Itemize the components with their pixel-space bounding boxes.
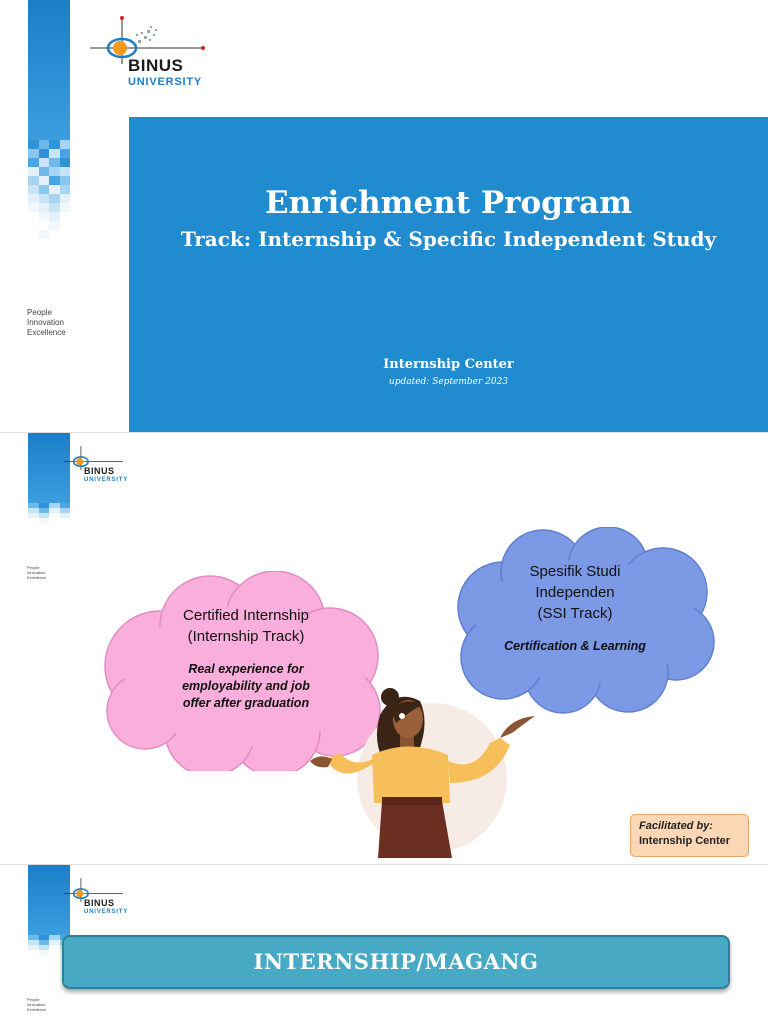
tagline-people: People — [27, 565, 40, 570]
slide-main-title: Enrichment Program — [264, 185, 633, 221]
slide-tracks — [0, 432, 768, 864]
binus-logo — [62, 877, 132, 917]
tagline-innovation: Innovation — [27, 570, 46, 575]
mosaic-pattern — [28, 503, 70, 523]
facilitated-label: Facilitated by: — [639, 820, 713, 832]
tagline-people: People — [27, 997, 40, 1002]
binus-logo — [88, 16, 218, 92]
brand-name: BINUS — [128, 56, 184, 75]
tagline — [27, 997, 46, 1012]
brand-subname: UNIVERSITY — [84, 477, 129, 483]
title-box — [129, 117, 768, 432]
brand-subname: UNIVERSITY — [84, 909, 129, 915]
slide-subtitle: Track: Internship & Specific Independent Study — [180, 227, 717, 251]
tagline-people: People — [27, 308, 52, 317]
facilitated-value: Internship Center — [639, 835, 731, 847]
tagline-innovation: Innovation — [27, 318, 64, 327]
slide-internship — [0, 864, 768, 1024]
updated-date: updated: September 2023 — [388, 377, 509, 387]
facilitated-by-box — [630, 814, 749, 857]
tagline-innovation: Innovation — [27, 1002, 46, 1007]
binus-logo — [62, 445, 132, 485]
tagline — [27, 308, 66, 338]
slide-title — [0, 0, 768, 432]
tagline-excellence: Excellence — [27, 575, 47, 580]
internship-center-label: Internship Center — [383, 357, 514, 372]
ssi-track-text — [470, 561, 680, 655]
decorative-stripe — [28, 0, 70, 290]
mosaic-pattern — [28, 140, 70, 275]
ssi-track-heading: Spesifik Studi Independen (SSI Track) — [529, 563, 621, 622]
internship-track-desc: Real experience for employability and job offer after graduation — [182, 662, 310, 710]
brand-subname: UNIVERSITY — [128, 76, 203, 88]
internship-track-heading: Certified Internship (Internship Track) — [183, 607, 309, 645]
tagline — [27, 565, 46, 580]
tagline-excellence: Excellence — [27, 328, 66, 337]
internship-banner: INTERNSHIP/MAGANG — [62, 935, 730, 989]
brand-name: BINUS — [84, 466, 115, 476]
woman-illustration — [300, 683, 550, 858]
brand-name: BINUS — [84, 898, 115, 908]
tagline-excellence: Excellence — [27, 1007, 47, 1012]
ssi-track-desc: Certification & Learning — [504, 639, 646, 653]
